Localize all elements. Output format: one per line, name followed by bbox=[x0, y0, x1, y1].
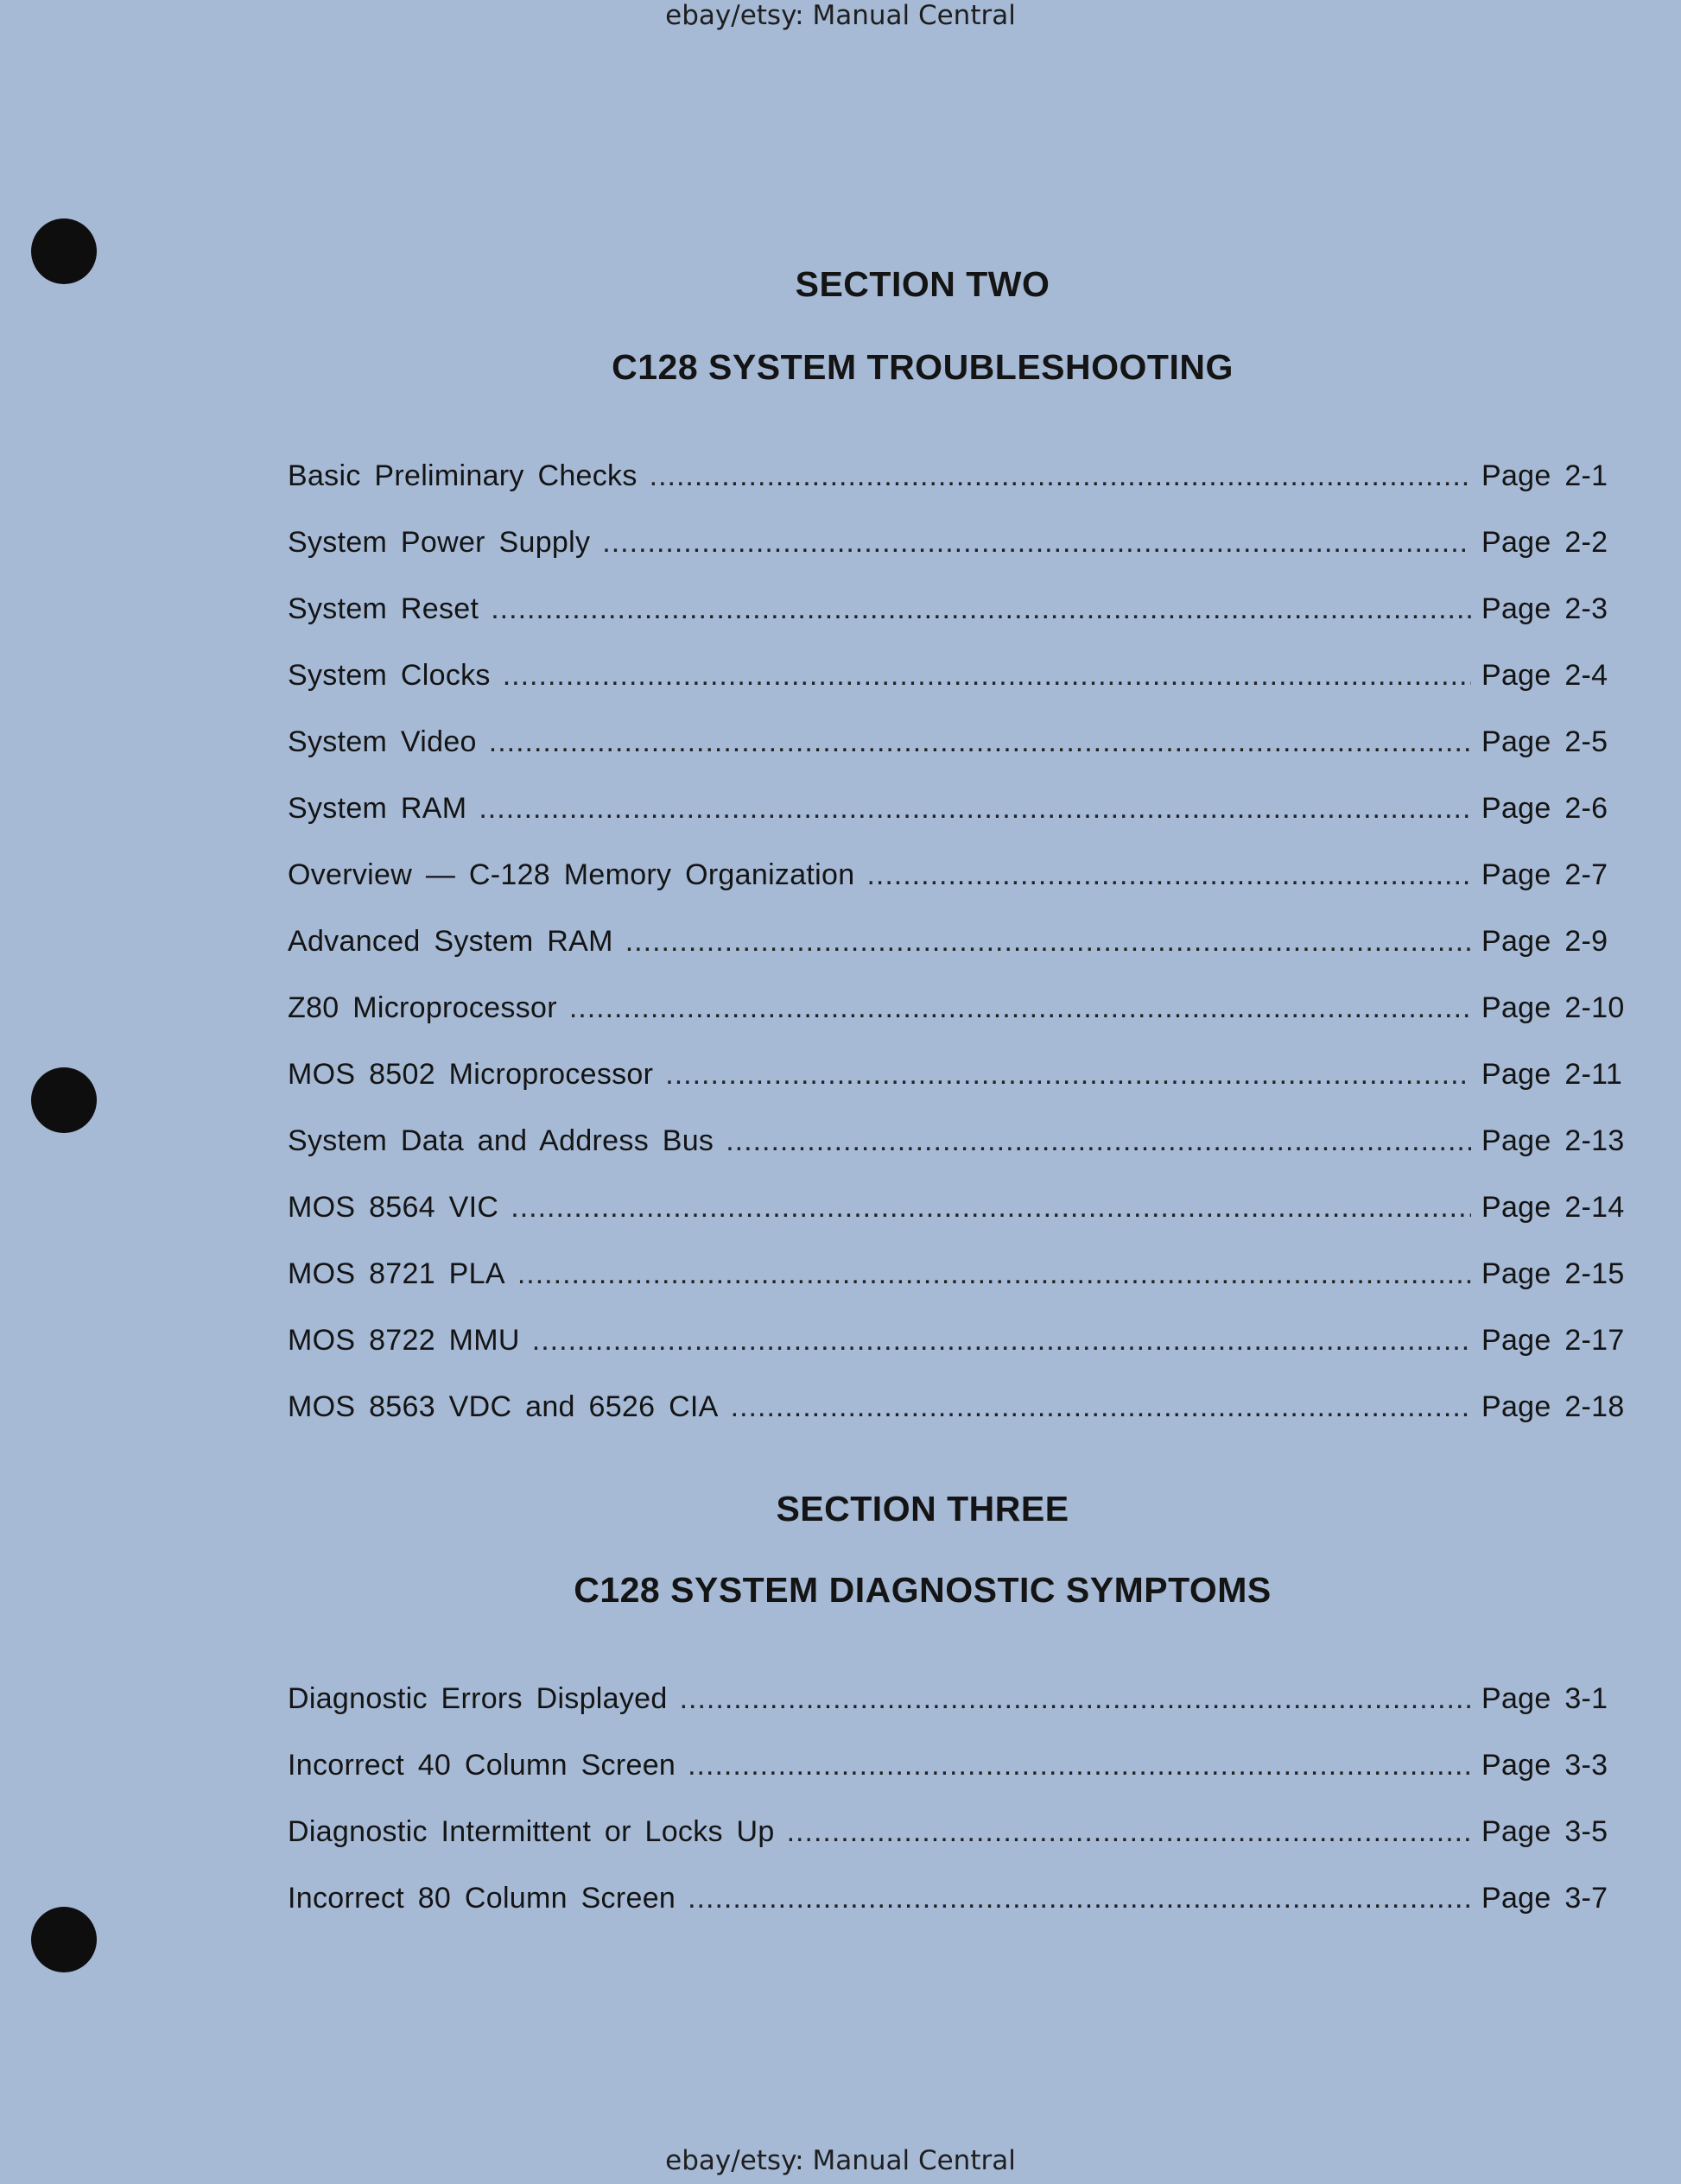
toc-entry-page: Page 3-7 bbox=[1481, 1882, 1608, 1915]
toc-entry-title: Overview — C-128 Memory Organization bbox=[288, 858, 855, 891]
toc-entry[interactable] bbox=[288, 592, 1627, 659]
toc-entry-title: Diagnostic Errors Displayed bbox=[288, 1682, 668, 1715]
toc-entry-title: MOS 8502 Microprocessor bbox=[288, 1058, 654, 1091]
toc-entry[interactable] bbox=[288, 1390, 1627, 1457]
watermark-bottom: ebay/etsy: Manual Central bbox=[665, 2145, 1016, 2176]
toc-entry-title: System Power Supply bbox=[288, 526, 591, 559]
toc-entry[interactable] bbox=[288, 459, 1627, 526]
dot-leader bbox=[602, 526, 1471, 560]
toc-entry-page: Page 2-11 bbox=[1481, 1058, 1623, 1091]
toc-entry[interactable] bbox=[288, 991, 1627, 1058]
toc-entry[interactable] bbox=[288, 1815, 1627, 1882]
dot-leader bbox=[866, 858, 1471, 892]
toc-entry[interactable] bbox=[288, 1124, 1627, 1191]
toc-entry-page: Page 2-17 bbox=[1481, 1324, 1625, 1357]
toc-entry[interactable] bbox=[288, 1882, 1627, 1948]
toc-entry-page: Page 2-5 bbox=[1481, 725, 1608, 758]
toc-entry-title: MOS 8564 VIC bbox=[288, 1191, 499, 1224]
dot-leader bbox=[787, 1815, 1471, 1849]
dot-leader bbox=[511, 1191, 1471, 1225]
toc-entry-page: Page 3-1 bbox=[1481, 1682, 1608, 1715]
section-two-toc bbox=[288, 459, 1627, 1457]
toc-entry[interactable] bbox=[288, 659, 1627, 725]
toc-entry-page: Page 2-6 bbox=[1481, 792, 1608, 825]
toc-entry-page: Page 2-3 bbox=[1481, 592, 1608, 625]
watermark-top: ebay/etsy: Manual Central bbox=[665, 0, 1016, 31]
dot-leader bbox=[726, 1124, 1471, 1158]
toc-entry-title: Z80 Microprocessor bbox=[288, 991, 557, 1024]
toc-entry-page: Page 2-1 bbox=[1481, 459, 1608, 492]
punch-hole-middle bbox=[31, 1067, 97, 1133]
dot-leader bbox=[731, 1390, 1471, 1424]
punch-hole-bottom bbox=[31, 1907, 97, 1972]
toc-entry-title: Incorrect 40 Column Screen bbox=[288, 1749, 676, 1782]
toc-entry-page: Page 2-7 bbox=[1481, 858, 1608, 891]
dot-leader bbox=[665, 1058, 1471, 1092]
toc-entry-page: Page 3-5 bbox=[1481, 1815, 1608, 1848]
section-two-title: C128 SYSTEM TROUBLESHOOTING bbox=[612, 347, 1234, 387]
dot-leader bbox=[479, 792, 1471, 826]
toc-entry-title: System Reset bbox=[288, 592, 479, 625]
toc-entry-page: Page 2-4 bbox=[1481, 659, 1608, 692]
section-three-title: C128 SYSTEM DIAGNOSTIC SYMPTOMS bbox=[574, 1570, 1272, 1610]
toc-entry-title: System Clocks bbox=[288, 659, 491, 692]
dot-leader bbox=[650, 459, 1471, 493]
dot-leader bbox=[688, 1882, 1471, 1915]
toc-entry[interactable] bbox=[288, 858, 1627, 925]
toc-entry-title: MOS 8722 MMU bbox=[288, 1324, 520, 1357]
toc-entry-page: Page 2-2 bbox=[1481, 526, 1608, 559]
dot-leader bbox=[489, 725, 1471, 759]
toc-entry[interactable] bbox=[288, 792, 1627, 858]
toc-entry[interactable] bbox=[288, 1257, 1627, 1324]
toc-entry-title: System Video bbox=[288, 725, 477, 758]
toc-entry[interactable] bbox=[288, 1682, 1627, 1749]
toc-entry-title: Basic Preliminary Checks bbox=[288, 459, 638, 492]
dot-leader bbox=[680, 1682, 1471, 1716]
toc-entry-page: Page 2-14 bbox=[1481, 1191, 1625, 1224]
dot-leader bbox=[532, 1324, 1471, 1358]
toc-entry-title: System RAM bbox=[288, 792, 467, 825]
toc-entry-title: Diagnostic Intermittent or Locks Up bbox=[288, 1815, 775, 1848]
dot-leader bbox=[503, 659, 1471, 693]
dot-leader bbox=[625, 925, 1471, 959]
toc-entry[interactable] bbox=[288, 1749, 1627, 1815]
dot-leader bbox=[491, 592, 1471, 626]
toc-entry-title: System Data and Address Bus bbox=[288, 1124, 714, 1157]
toc-entry-title: Advanced System RAM bbox=[288, 925, 613, 958]
toc-entry-page: Page 2-13 bbox=[1481, 1124, 1625, 1157]
section-three-label: SECTION THREE bbox=[776, 1489, 1069, 1529]
toc-entry[interactable] bbox=[288, 1191, 1627, 1257]
toc-entry-title: MOS 8563 VDC and 6526 CIA bbox=[288, 1390, 719, 1423]
section-three-toc bbox=[288, 1682, 1627, 1948]
toc-entry-page: Page 2-9 bbox=[1481, 925, 1608, 958]
toc-entry-page: Page 2-15 bbox=[1481, 1257, 1625, 1290]
section-two-label: SECTION TWO bbox=[795, 264, 1050, 304]
dot-leader bbox=[688, 1749, 1471, 1782]
toc-entry[interactable] bbox=[288, 1324, 1627, 1390]
toc-entry[interactable] bbox=[288, 526, 1627, 592]
dot-leader bbox=[517, 1257, 1471, 1291]
toc-entry-page: Page 3-3 bbox=[1481, 1749, 1608, 1782]
toc-entry[interactable] bbox=[288, 1058, 1627, 1124]
dot-leader bbox=[569, 991, 1471, 1025]
toc-entry-title: Incorrect 80 Column Screen bbox=[288, 1882, 676, 1915]
toc-entry-page: Page 2-18 bbox=[1481, 1390, 1625, 1423]
toc-entry[interactable] bbox=[288, 725, 1627, 792]
toc-entry[interactable] bbox=[288, 925, 1627, 991]
toc-entry-title: MOS 8721 PLA bbox=[288, 1257, 505, 1290]
toc-entry-page: Page 2-10 bbox=[1481, 991, 1625, 1024]
